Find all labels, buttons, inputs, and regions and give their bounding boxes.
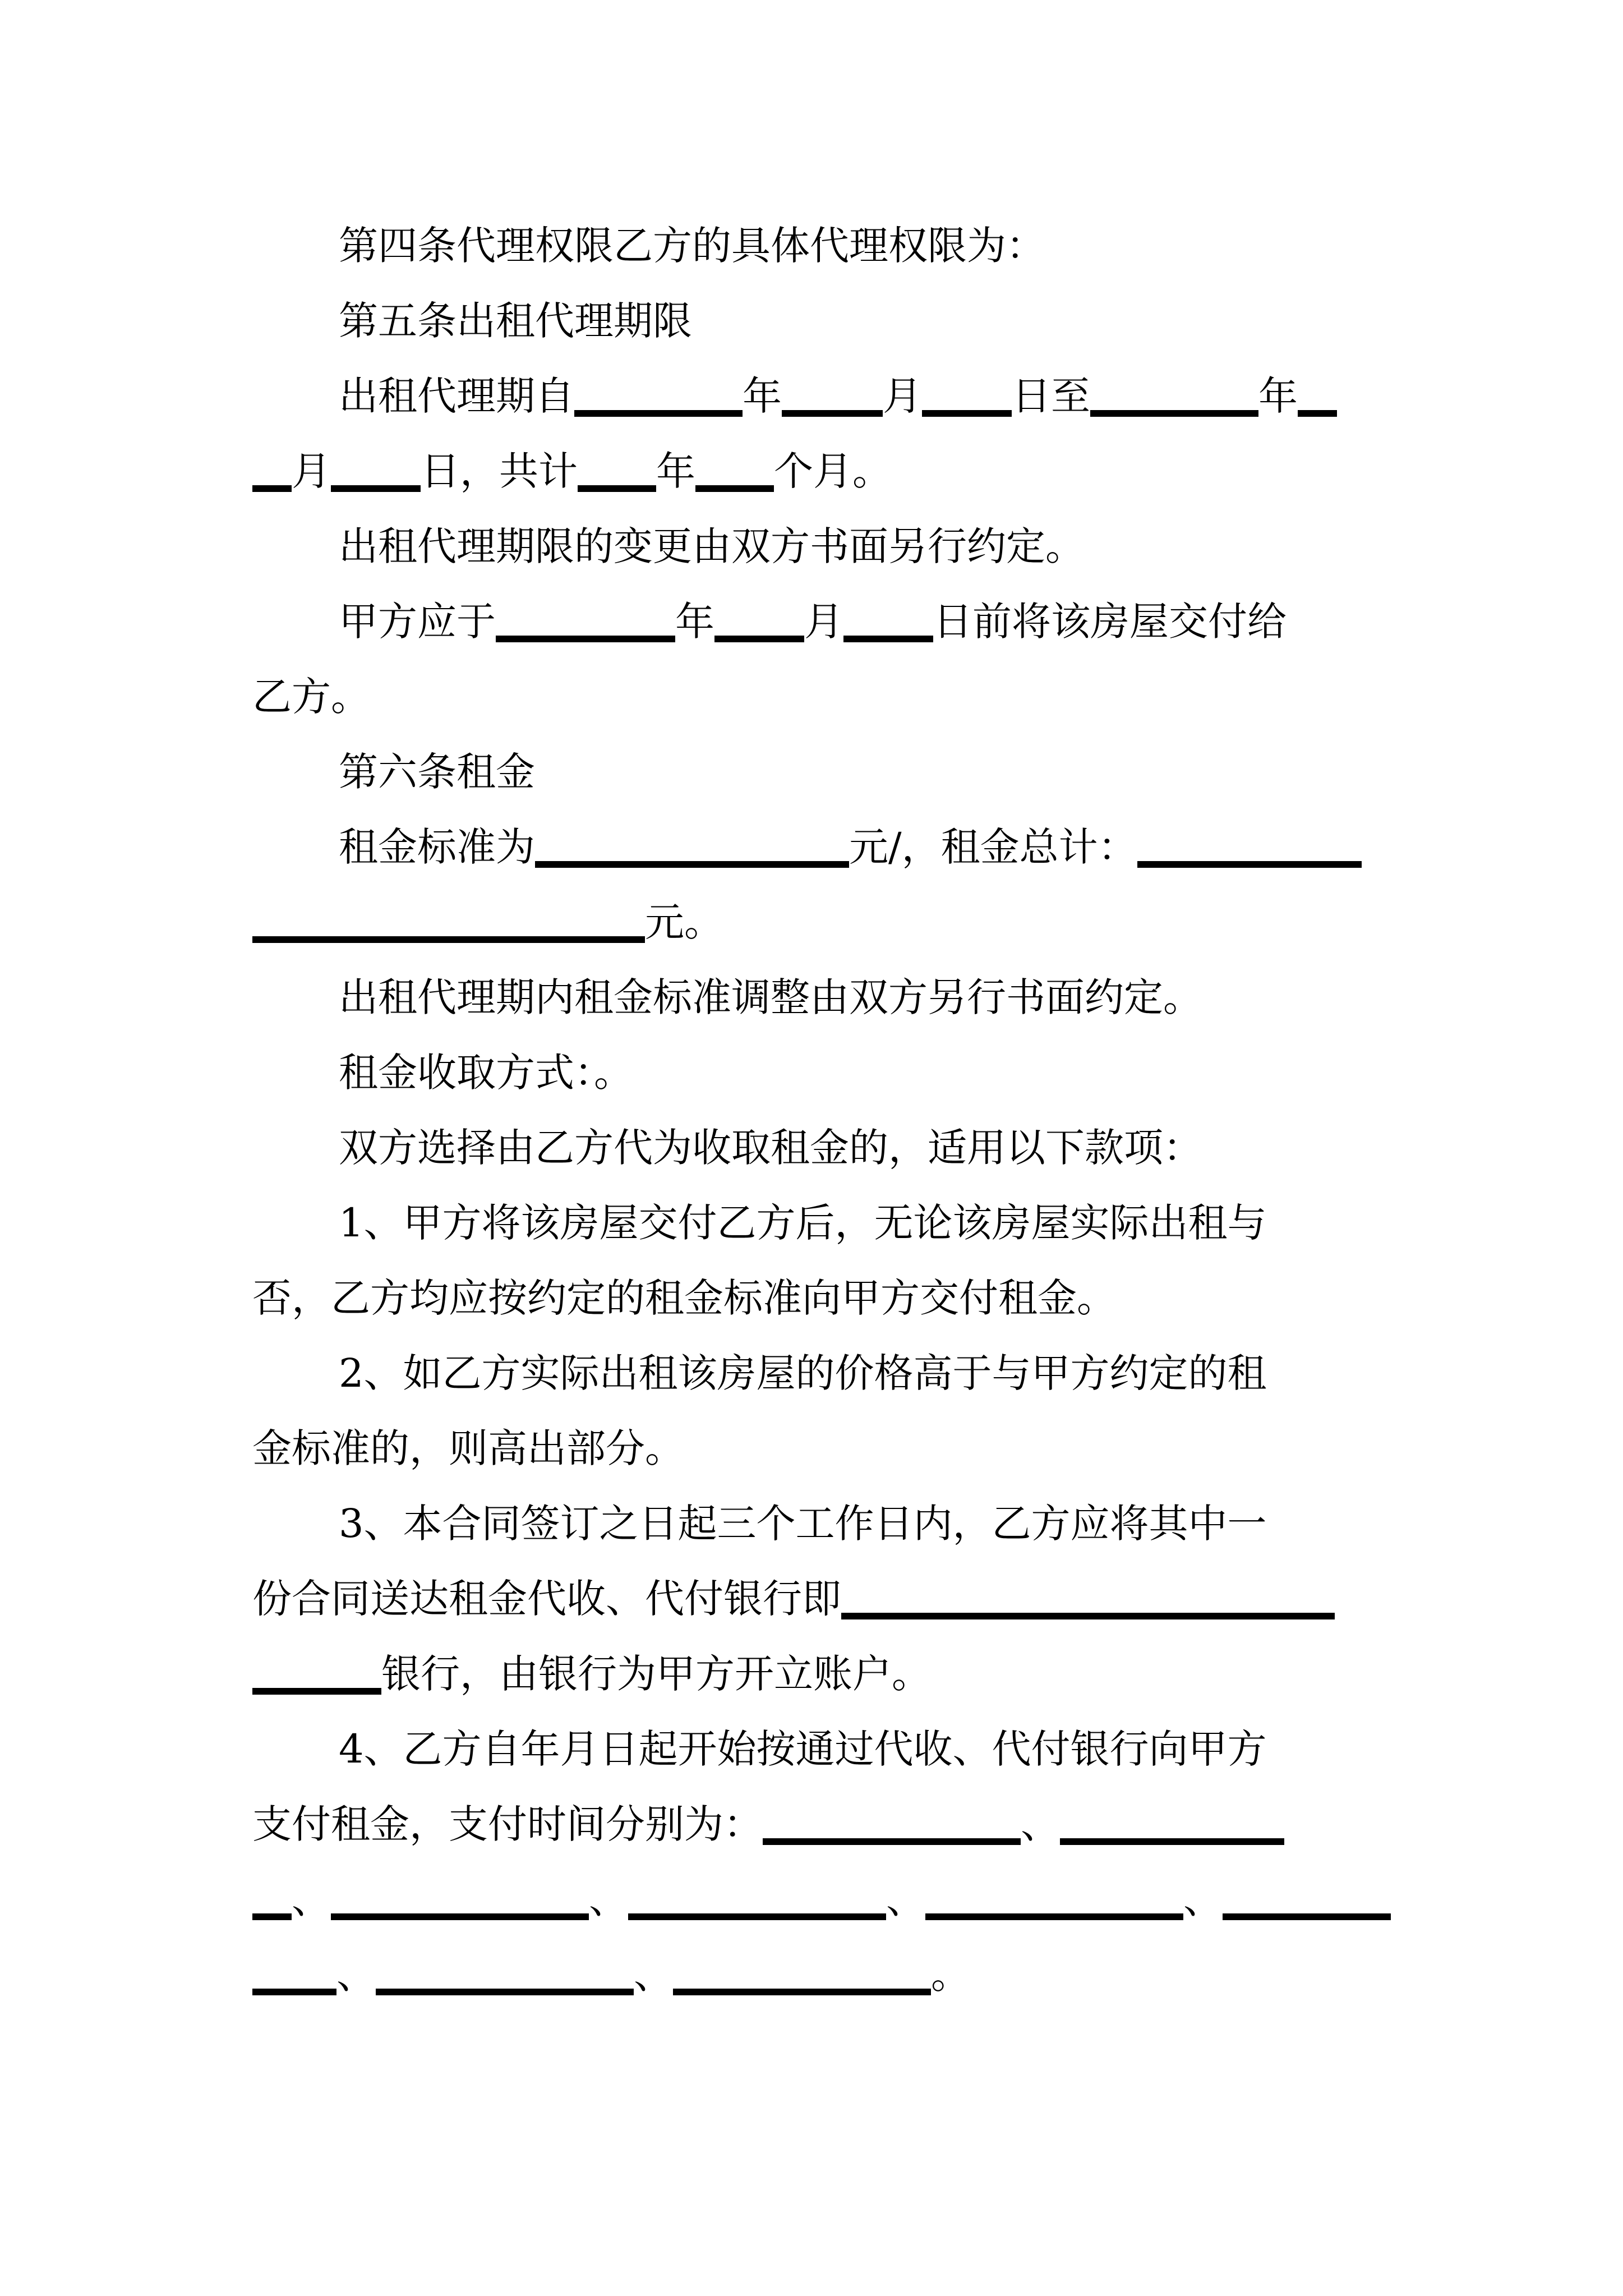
blank-line[interactable] bbox=[496, 636, 675, 642]
blank-line[interactable] bbox=[535, 861, 849, 868]
blank-line[interactable] bbox=[252, 936, 645, 943]
blank-line[interactable] bbox=[782, 410, 883, 417]
blank-line[interactable] bbox=[574, 410, 743, 417]
item-2-line-1: 2、如乙方实际出租该房屋的价格高于与甲方约定的租 bbox=[339, 1350, 1267, 1396]
item-4-line-4: 、 、 。 bbox=[252, 1947, 1380, 2003]
delivery-line-2: 乙方。 bbox=[252, 674, 370, 720]
blank-line[interactable] bbox=[763, 1838, 1021, 1845]
item-4-line-2: 支付租金，支付时间分别为： 、 bbox=[252, 1796, 1380, 1852]
term-period-line-2: 月 日，共计 年 个月。 bbox=[252, 443, 1380, 499]
rent-standard-line-1: 租金标准为 元/，租金总计： bbox=[339, 819, 1380, 875]
blank-line[interactable] bbox=[843, 636, 933, 642]
item-2-line-2: 金标准的，则高出部分。 bbox=[252, 1425, 684, 1471]
rent-standard-line-2: 元。 bbox=[252, 894, 1380, 950]
item-3-line-1: 3、本合同签订之日起三个工作日内，乙方应将其中一 bbox=[339, 1501, 1267, 1547]
clause-5-heading: 第五条出租代理期限 bbox=[339, 298, 692, 344]
blank-line[interactable] bbox=[1223, 1913, 1391, 1920]
blank-line[interactable] bbox=[922, 410, 1012, 417]
blank-line[interactable] bbox=[252, 1688, 381, 1695]
blank-line[interactable] bbox=[252, 1989, 336, 1995]
item-4-line-1: 4、乙方自年月日起开始按通过代收、代付银行向甲方 bbox=[339, 1726, 1267, 1772]
blank-line[interactable] bbox=[331, 485, 421, 492]
blank-line[interactable] bbox=[714, 636, 804, 642]
blank-line[interactable] bbox=[578, 485, 656, 492]
blank-line[interactable] bbox=[841, 1613, 1335, 1619]
blank-line[interactable] bbox=[331, 1913, 589, 1920]
blank-line[interactable] bbox=[673, 1989, 931, 1995]
rent-collection-method: 租金收取方式：。 bbox=[339, 1050, 633, 1096]
blank-line[interactable] bbox=[1298, 410, 1337, 417]
blank-line[interactable] bbox=[1090, 410, 1258, 417]
blank-line[interactable] bbox=[925, 1913, 1183, 1920]
blank-line[interactable] bbox=[695, 485, 774, 492]
clause-6-heading: 第六条租金 bbox=[339, 749, 535, 795]
delivery-line-1: 甲方应于 年 月 日前将该房屋交付给 bbox=[339, 599, 1287, 645]
item-1-line-2: 否，乙方均应按约定的租金标准向甲方交付租金。 bbox=[252, 1275, 1116, 1321]
term-change-paragraph: 出租代理期限的变更由双方书面另行约定。 bbox=[339, 523, 1085, 569]
blank-line[interactable] bbox=[376, 1989, 634, 1995]
blank-line[interactable] bbox=[628, 1913, 886, 1920]
item-4-line-3: 、 、 、 、 bbox=[252, 1871, 1380, 1927]
blank-line[interactable] bbox=[1060, 1838, 1284, 1845]
blank-line[interactable] bbox=[252, 485, 292, 492]
clause-4-heading: 第四条代理权限乙方的具体代理权限为： bbox=[339, 223, 1045, 269]
term-period-line-1: 出租代理期自 年 月 日至 年 bbox=[339, 368, 1380, 424]
item-3-line-2: 份合同送达租金代收、代付银行即 bbox=[252, 1571, 1380, 1627]
rent-adjust-paragraph: 出租代理期内租金标准调整由双方另行书面约定。 bbox=[339, 974, 1202, 1020]
item-1-line-1: 1、甲方将该房屋交付乙方后，无论该房屋实际出租与 bbox=[339, 1200, 1267, 1246]
blank-line[interactable] bbox=[1137, 861, 1362, 868]
item-3-line-3: 银行，由银行为甲方开立账户。 bbox=[252, 1646, 1380, 1702]
agent-collection-intro: 双方选择由乙方代为收取租金的，适用以下款项： bbox=[339, 1125, 1202, 1171]
blank-line[interactable] bbox=[252, 1913, 292, 1920]
